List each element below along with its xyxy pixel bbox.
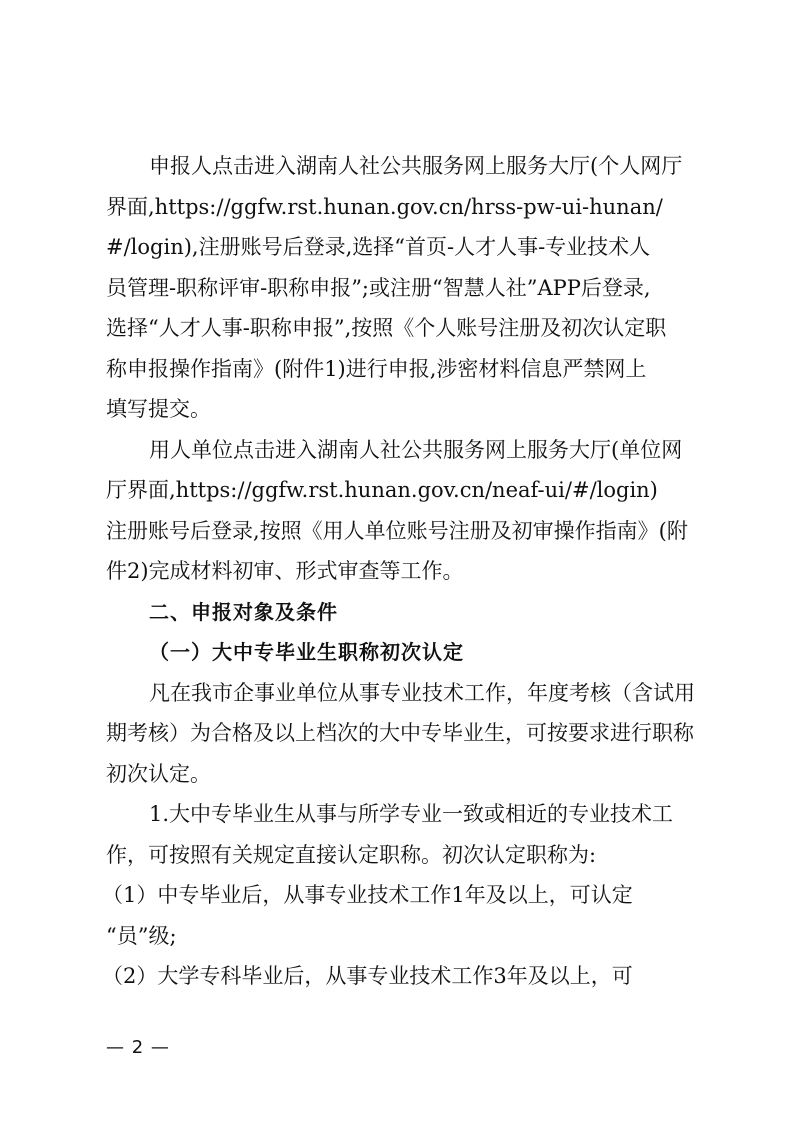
text-line: 厅界面,https://ggfw.rst.hunan.gov.cn/neaf-ui/#/login) (106, 478, 658, 502)
paragraph-employer-review (106, 430, 696, 592)
text-line: 凡在我市企事业单位从事专业技术工作，年度考核（含试用 (149, 680, 695, 705)
text-line: 界面,https://ggfw.rst.hunan.gov.cn/hrss-pw-ui-hunan/ (106, 194, 663, 219)
text-line: 注册账号后登录,按照《用人单位账号注册及初审操作指南》(附 (106, 518, 688, 543)
text-line: 用人单位点击进入湖南人社公共服务网上服务大厅(单位网 (149, 437, 683, 462)
text-line: 填写提交。 (106, 397, 211, 421)
section-heading: 二、申报对象及条件 (149, 599, 338, 624)
text-line: “员”级; (106, 923, 177, 948)
paragraph-subitem-1 (102, 875, 696, 956)
text-line: （2）大学专科毕业后，从事专业技术工作3年及以上，可 (102, 964, 633, 988)
paragraph-eligibility (106, 673, 696, 795)
text-line: 件2)完成材料初审、形式审查等工作。 (106, 559, 464, 583)
text-line: 初次认定。 (106, 761, 211, 786)
text-line: 员管理-职称评审-职称申报”;或注册“智慧人社”APP后登录, (106, 275, 651, 300)
text-line: #/login),注册账号后登录,选择“首页-人才人事-专业技术人 (106, 235, 651, 259)
document-body (102, 146, 696, 997)
text-line: 选择“人才人事-职称申报”,按照《个人账号注册及初次认定职 (106, 316, 667, 340)
paragraph-personal-application (106, 146, 696, 430)
text-line: 1.大中专毕业生从事与所学专业一致或相近的专业技术工 (149, 802, 674, 826)
text-line: 称申报操作指南》(附件1)进行申报,涉密材料信息严禁网上 (106, 356, 647, 381)
page-number: — 2 — (106, 1037, 170, 1058)
text-line: 期考核）为合格及以上档次的大中专毕业生，可按要求进行职称 (106, 721, 694, 745)
text-line: （1）中专毕业后，从事专业技术工作1年及以上，可认定 (102, 883, 633, 907)
text-line: 作，可按照有关规定直接认定职称。初次认定职称为: (106, 842, 597, 867)
paragraph-subitem-2 (102, 956, 696, 997)
paragraph-item-1 (106, 794, 696, 875)
text-line: 申报人点击进入湖南人社公共服务网上服务大厅(个人网厅 (149, 154, 683, 178)
sub-heading: （一）大中专毕业生职称初次认定 (149, 640, 464, 664)
